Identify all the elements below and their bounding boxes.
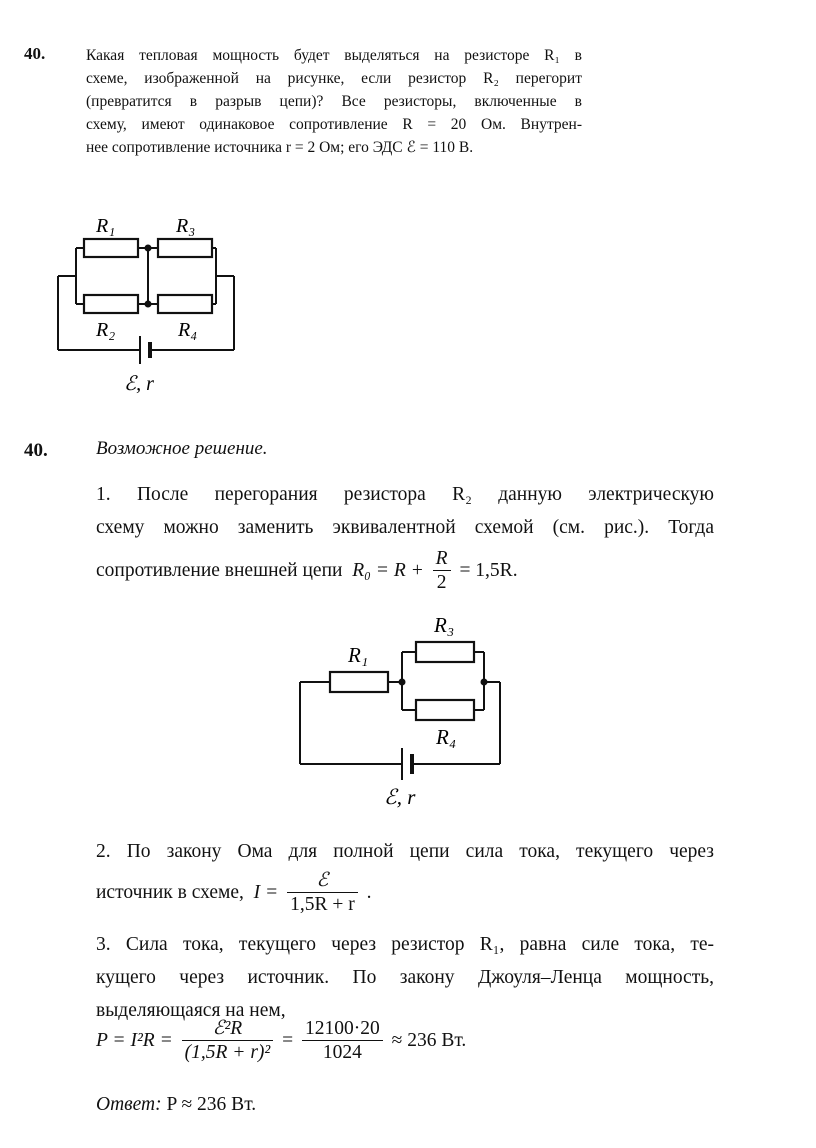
solution-step-2 bbox=[96, 836, 714, 917]
step2-formula-lhs: I = bbox=[253, 881, 279, 903]
solution-number: 40. bbox=[24, 440, 48, 461]
formula-fraction-1 bbox=[182, 1018, 274, 1065]
solution-resistor-r4 bbox=[416, 700, 474, 720]
step3-line: выделяющаяся на нем, bbox=[96, 1000, 286, 1021]
step2-prefix: источник в схеме, bbox=[96, 881, 244, 903]
problem-line: (превратится в разрыв цепи)? Все резисторы, включенные в bbox=[86, 93, 582, 110]
solution-label-source: ℰ, r bbox=[384, 785, 416, 809]
label-r2: R₂ bbox=[96, 319, 116, 341]
solution-resistor-r1 bbox=[330, 672, 388, 692]
step1-line: схему можно заменить эквивалентной схемой (см. рис.). Тогда bbox=[96, 517, 714, 538]
formula-fraction-2 bbox=[302, 1018, 383, 1065]
formula-frac1-den: (1,5R + r)² bbox=[182, 1040, 274, 1065]
label-r3: R₃ bbox=[176, 215, 196, 237]
solution-title: Возможное решение. bbox=[96, 438, 268, 459]
step1-prefix: сопротивление внешней цепи bbox=[96, 559, 343, 581]
label-source: ℰ, r bbox=[124, 373, 154, 395]
step1-formula-lhs: R₀ = R + bbox=[352, 559, 424, 581]
problem-line: схеме, изображенной на рисунке, если резистор R₂ перегорит bbox=[86, 70, 582, 87]
solution-label-r4: R₄ bbox=[436, 725, 457, 749]
battery-symbol bbox=[140, 336, 150, 364]
problem-line: нее сопротивление источника r = 2 Ом; его ЭДС ℰ = 110 В. bbox=[86, 139, 474, 156]
step1-line: 1. После перегорания резистора R₂ данную электрическую bbox=[96, 484, 714, 505]
step1-formula-line bbox=[96, 548, 714, 595]
junction-node bbox=[481, 679, 488, 686]
junction-node bbox=[399, 679, 406, 686]
answer-value: P ≈ 236 Вт. bbox=[166, 1094, 257, 1115]
formula-frac1-num: ℰ²R bbox=[212, 1018, 243, 1039]
formula-result: ≈ 236 Вт. bbox=[391, 1029, 467, 1051]
step2-frac-num: ℰ bbox=[316, 870, 329, 891]
junction-node bbox=[145, 301, 152, 308]
problem-line: Какая тепловая мощность будет выделяться на резисторе R₁ в bbox=[86, 47, 582, 64]
resistor-r4 bbox=[158, 295, 212, 313]
step2-line: 2. По закону Ома для полной цепи сила тока, текущего через bbox=[96, 841, 714, 862]
formula-lhs: P = I²R = bbox=[96, 1029, 173, 1051]
resistor-r1 bbox=[84, 239, 138, 257]
problem-number: 40. bbox=[24, 44, 46, 63]
resistor-r3 bbox=[158, 239, 212, 257]
step3-line: кущего через источник. По закону Джоуля–Ленца мощность, bbox=[96, 967, 714, 988]
label-r1: R₁ bbox=[96, 215, 116, 237]
solution-step-3 bbox=[96, 928, 714, 1027]
solution-battery-symbol bbox=[402, 748, 412, 780]
step1-formula-rhs: = 1,5R. bbox=[459, 559, 518, 581]
step1-frac-den: 2 bbox=[433, 570, 451, 595]
junction-node bbox=[145, 245, 152, 252]
problem-line: схему, имеют одинаковое сопротивление R = 20 Ом. Внутрен- bbox=[86, 116, 582, 133]
solution-label-r1: R₁ bbox=[348, 643, 369, 667]
step2-fraction bbox=[287, 870, 358, 917]
solution-resistor-r3 bbox=[416, 642, 474, 662]
step1-frac-num: R bbox=[435, 548, 448, 569]
formula-eq: = bbox=[282, 1029, 294, 1051]
resistor-r2 bbox=[84, 295, 138, 313]
step3-line: 3. Сила тока, текущего через резистор R₁, равна силе тока, те- bbox=[96, 934, 714, 955]
answer bbox=[96, 1094, 256, 1116]
step2-formula-line bbox=[96, 870, 714, 917]
solution-step-1 bbox=[96, 478, 714, 595]
power-formula bbox=[96, 1018, 466, 1065]
answer-label: Ответ: bbox=[96, 1094, 162, 1115]
step2-frac-den: 1,5R + r bbox=[287, 892, 358, 917]
formula-frac2-den: 1024 bbox=[302, 1040, 383, 1065]
label-r4: R₄ bbox=[178, 319, 198, 341]
formula-frac2-num: 12100·20 bbox=[305, 1018, 380, 1039]
solution-label-r3: R₃ bbox=[434, 613, 455, 637]
step1-fraction bbox=[433, 548, 451, 595]
step2-suffix: . bbox=[366, 881, 372, 903]
